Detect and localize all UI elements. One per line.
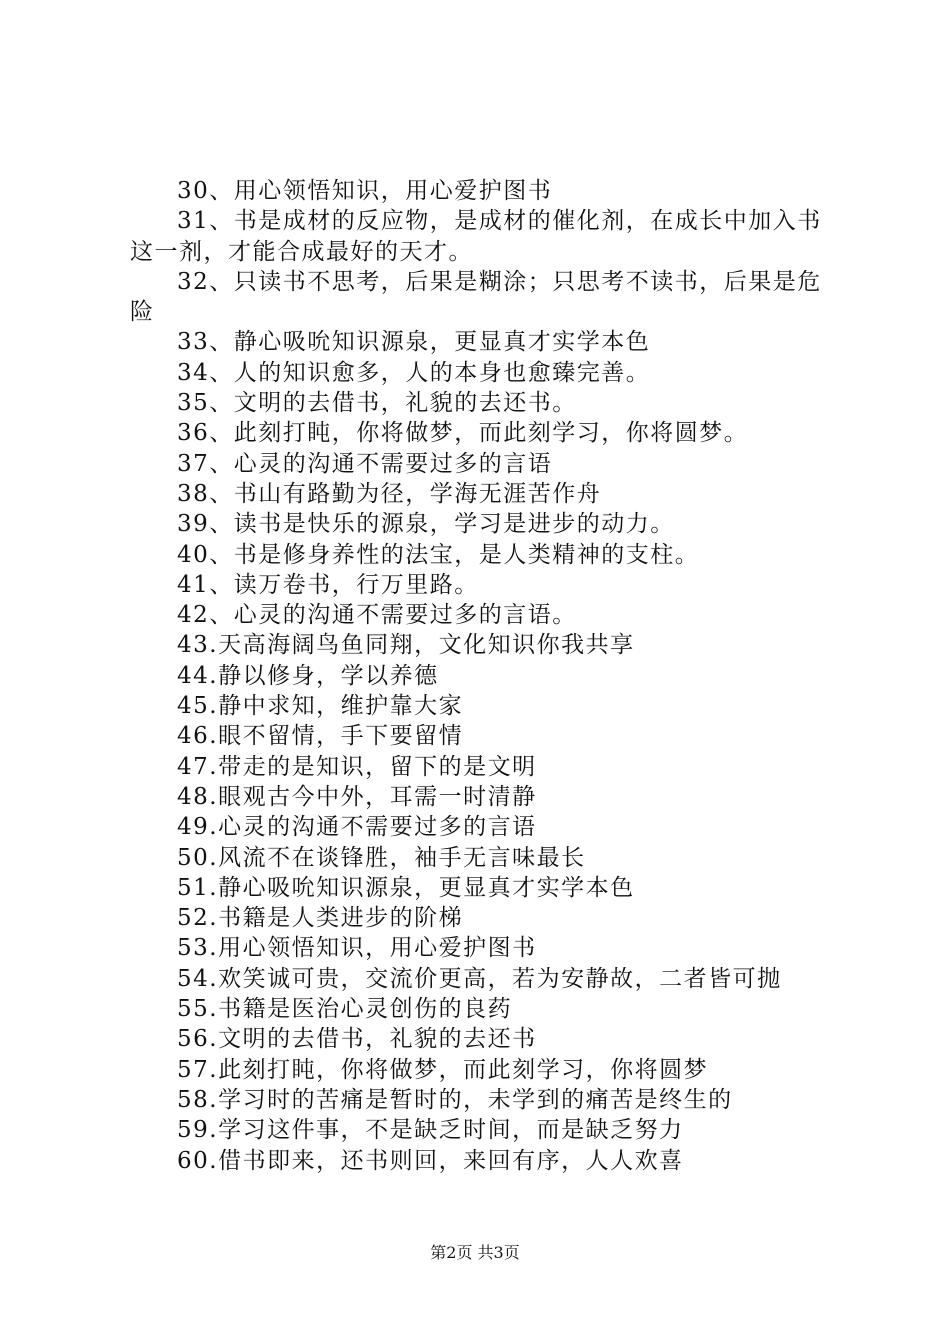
document-body bbox=[130, 176, 842, 1176]
list-item: 39、读书是快乐的源泉，学习是进步的动力。 bbox=[177, 511, 675, 538]
list-item: 50.风流不在谈锋胜，袖手无言味最长 bbox=[177, 844, 586, 871]
list-item: 54.欢笑诚可贵，交流价更高，若为安静故，二者皆可抛 bbox=[177, 965, 782, 992]
list-item: 57.此刻打盹，你将做梦，而此刻学习，你将圆梦 bbox=[177, 1056, 709, 1083]
list-item: 34、人的知识愈多，人的本身也愈臻完善。 bbox=[177, 359, 651, 386]
list-item: 42、心灵的沟通不需要过多的言语。 bbox=[177, 602, 577, 629]
list-item: 49.心灵的沟通不需要过多的言语 bbox=[177, 814, 537, 841]
list-item: 36、此刻打盹，你将做梦，而此刻学习，你将圆梦。 bbox=[177, 420, 749, 447]
list-item: 51.静心吸吮知识源泉，更显真才实学本色 bbox=[177, 874, 635, 901]
list-item: 56.文明的去借书，礼貌的去还书 bbox=[177, 1026, 537, 1053]
list-item: 43.天高海阔鸟鱼同翔，文化知识你我共享 bbox=[177, 632, 635, 659]
list-item: 59.学习这件事，不是缺乏时间，而是缺乏努力 bbox=[177, 1117, 684, 1144]
list-item: 38、书山有路勤为径，学海无涯苦作舟 bbox=[177, 480, 602, 507]
list-item: 60.借书即来，还书则回，来回有序，人人欢喜 bbox=[177, 1147, 684, 1174]
list-item: 33、静心吸吮知识源泉，更显真才实学本色 bbox=[177, 329, 651, 356]
list-item: 31、书是成材的反应物，是成材的催化剂，在成长中加入书这一剂，才能合成最好的天才。 bbox=[130, 208, 822, 265]
list-item: 40、书是修身养性的法宝，是人类精神的支柱。 bbox=[177, 541, 700, 568]
list-item: 41、读万卷书，行万里路。 bbox=[177, 571, 479, 598]
list-item: 37、心灵的沟通不需要过多的言语 bbox=[177, 450, 553, 477]
list-item: 32、只读书不思考，后果是糊涂；只思考不读书，后果是危险 bbox=[130, 268, 822, 326]
page-number-footer: 第2页 共3页 bbox=[430, 1243, 520, 1262]
list-item: 48.眼观古今中外，耳需一时清静 bbox=[177, 783, 537, 810]
list-item: 55.书籍是医治心灵创伤的良药 bbox=[177, 996, 513, 1023]
list-item: 52.书籍是人类进步的阶梯 bbox=[177, 905, 464, 932]
list-item: 45.静中求知，维护靠大家 bbox=[177, 693, 464, 720]
list-item: 58.学习时的苦痛是暂时的，未学到的痛苦是终生的 bbox=[177, 1086, 733, 1113]
list-item: 47.带走的是知识，留下的是文明 bbox=[177, 753, 537, 780]
list-item: 30、用心领悟知识，用心爱护图书 bbox=[177, 178, 553, 204]
list-item: 46.眼不留情，手下要留情 bbox=[177, 723, 464, 750]
list-item: 44.静以修身，学以养德 bbox=[177, 662, 439, 689]
list-item: 35、文明的去借书，礼貌的去还书。 bbox=[177, 390, 577, 417]
list-item: 53.用心领悟知识，用心爱护图书 bbox=[177, 935, 537, 962]
